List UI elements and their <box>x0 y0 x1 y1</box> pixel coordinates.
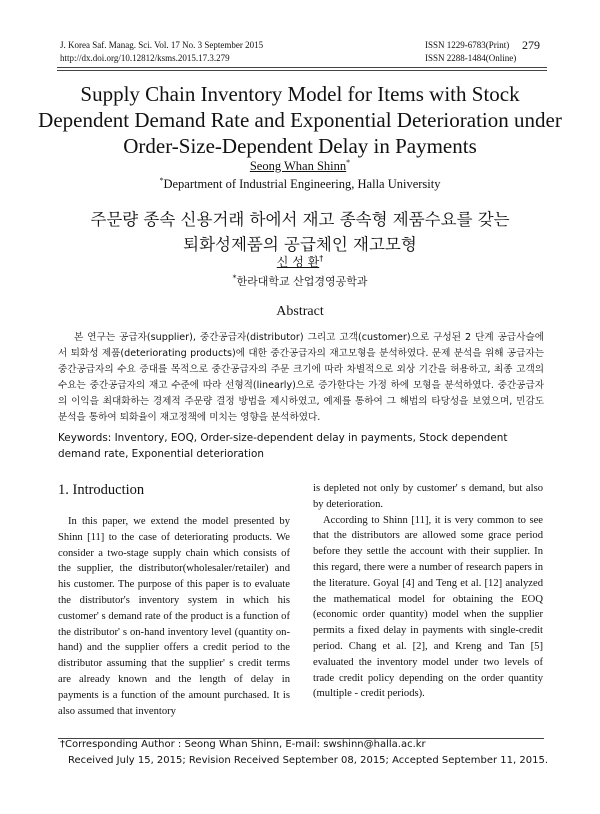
doi-link[interactable]: http://dx.doi.org/10.12812/ksms.2015.17.3.279 <box>60 53 230 63</box>
paper-title-korean <box>0 207 600 257</box>
intro-right-paragraph-2: According to Shinn [11], it is very common to see that the distributors are allowed some grace period before they settle the account with their supplier. In this regard, there were a number of research papers in the literature. Goyal [4] and Teng et al. [12] analyzed the mathematical model for obtaining the EOQ (economic order quantity) model when the supplier permits a fixed delay in payments with single-credit period. Chang et al. [2], and Kreng and Tan [5] evaluated the inventory model under two levels of trade credit policy depending on the order quantity (multiple - credit periods). <box>313 514 543 700</box>
title-line-2: Dependent Demand Rate and Exponential Deterioration under <box>38 108 562 132</box>
intro-right-paragraph-1: is depleted not only by customer' s demand, but also by deterioration. <box>313 483 543 510</box>
header-rule-top <box>57 67 547 68</box>
keywords-text: Inventory, EOQ, Order-size-dependent delay in payments, Stock dependent demand rate, Exponential deterioration <box>58 432 508 460</box>
author-english <box>0 158 600 174</box>
korean-title-line-1: 주문량 종속 신용거래 하에서 재고 종속형 제품수요를 갖는 <box>90 210 510 229</box>
author-marker: * <box>346 158 351 167</box>
corresponding-author-note: †Corresponding Author : Seong Whan Shinn, E-mail: swshinn@halla.ac.kr <box>60 739 426 750</box>
header-rule-bottom <box>57 70 547 71</box>
issn-online: ISSN 2288-1484(Online) <box>425 53 517 63</box>
korean-affiliation-text: 한라대학교 산업경영공학과 <box>236 275 368 288</box>
korean-author-marker: † <box>319 254 324 263</box>
author-korean <box>0 253 600 270</box>
affiliation-korean <box>0 273 600 289</box>
running-header-left <box>60 39 263 65</box>
section-heading-introduction: 1. Introduction <box>58 482 145 498</box>
korean-author-name: 신 성 환 <box>276 255 320 269</box>
keywords-label: Keywords: <box>58 432 112 444</box>
journal-citation: J. Korea Saf. Manag. Sci. Vol. 17 No. 3 September 2015 <box>60 40 264 50</box>
title-line-1: Supply Chain Inventory Model for Items with Stock <box>80 82 520 106</box>
title-line-3: Order-Size-Dependent Delay in Payments <box>123 134 477 158</box>
keywords <box>58 430 544 462</box>
author-name: Seong Whan Shinn <box>249 159 347 174</box>
affiliation-marker: * <box>159 176 164 185</box>
page-number: 279 <box>522 38 540 52</box>
issn-print: ISSN 1229-6783(Print) <box>425 40 510 50</box>
affiliation-english <box>0 176 600 192</box>
intro-right-column <box>313 481 543 702</box>
korean-title-line-2: 퇴화성제품의 공급체인 재고모형 <box>183 235 417 254</box>
abstract-body: 본 연구는 공급자(supplier), 중간공급자(distributor) 그리고 고객(customer)으로 구성된 2 단계 공급사슬에서 퇴화성 제품(deteriorating products)에 대한 중간공급자의 재고모형을 분석하였다. 문제 분석을 위해 공급자는 중간공급자의 수요 증대를 목적으로 중간공급자의 주문 크기에 따라 차별적으로 외상 기간을 허용하고, 최종 고객의 수요는 중간공급자의 재고 수준에 따라 선형적(linearly)으로 증가한다는 가정 하에 모형을 분석하였다. 중간공급자의 이익을 최대화하는 경제적 주문량 결정 방법을 제시하였고, 예제를 통하여 그 해법의 타당성을 보였으며, 민감도 분석을 통하여 퇴화율이 재고정책에 미치는 영향을 분석하였다. <box>58 332 544 423</box>
intro-left-column: In this paper, we extend the model presented by Shinn [11] to the case of deteriorating products. We consider a two-stage supply chain which consists of the supplier, the distributor(wholesaler/retailer) and his customer. The purpose of this paper is to evaluate the distributor's inventory system in which his customer' s demand rate of the product is a function of the distributor' s on-hand inventory level (quantity on-hand) and the supplier offers a credit period to the distributor assuming that the supplier' s credit terms are already known and the length of delay in payments is a function of the amount purchased. It is also assumed that inventory <box>58 516 290 717</box>
korean-affiliation-marker: * <box>232 273 237 283</box>
running-header-right <box>425 39 516 65</box>
paper-title-english <box>0 81 600 159</box>
received-dates: Received July 15, 2015; Revision Received September 08, 2015; Accepted September 11, 2015. <box>68 755 549 766</box>
abstract-heading: Abstract <box>276 304 324 319</box>
affiliation-text: Department of Industrial Engineering, Halla University <box>163 177 441 192</box>
